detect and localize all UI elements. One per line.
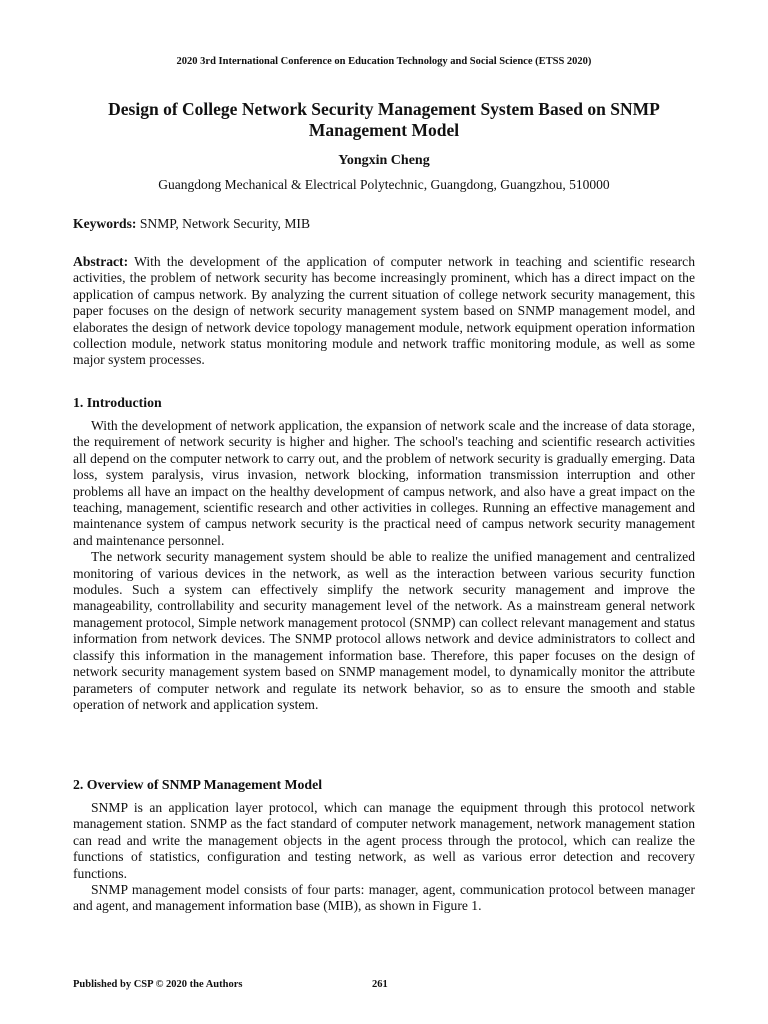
abstract-block (73, 254, 695, 369)
paragraph: With the development of network application, the expansion of network scale and the increase of data storage, the requirement of network security is higher and higher. The school's teaching and scientific research activities all depend on the computer network to carry out, and the problem of network security is gradually emerging. Data loss, system paralysis, virus invasion, network blocking, information transmission interruption and other problems all have an impact on the healthy development of campus network, and also have a great impact on the teaching, management, scientific research and other activities in colleges. Running an effective management and maintenance system of campus network security is the practical need of campus network security management and maintenance personnel. (73, 418, 695, 548)
keywords-label: Keywords: (73, 216, 137, 231)
abstract-label: Abstract: (73, 254, 129, 269)
keywords-text: SNMP, Network Security, MIB (136, 216, 311, 231)
publisher-footer: Published by CSP © 2020 the Authors (73, 979, 243, 990)
conference-header: 2020 3rd International Conference on Education Technology and Social Science (ETSS 2020) (176, 56, 592, 67)
paragraph: SNMP management model consists of four parts: manager, agent, communication protocol between manager and agent, and management information base (MIB), as shown in Figure 1. (73, 882, 695, 914)
author-name: Yongxin Cheng (338, 153, 430, 168)
section-body-snmp-overview (73, 800, 695, 915)
page-number: 261 (372, 979, 388, 990)
paragraph: SNMP is an application layer protocol, which can manage the equipment through this protocol network management station. SNMP as the fact standard of computer network management, network management station can read and write the management objects in the agent process through the protocol, which can realize the functions of statistics, configuration and testing network, as well as various error detection and recovery functions. (73, 800, 695, 881)
abstract-text: With the development of the application of computer network in teaching and scientific research activities, the problem of network security has become increasingly prominent, which has a direct impact on the application of campus network. By analyzing the current situation of college network security management, this paper focuses on the design of network security management system based on SNMP management model, and elaborates the design of network device topology management module, network equipment operation information collection module, network status monitoring module and network traffic monitoring module, as well as some major system processes. (73, 254, 695, 368)
section-body-introduction (73, 418, 695, 713)
section-heading-introduction: 1. Introduction (73, 395, 162, 410)
section-heading-snmp-overview: 2. Overview of SNMP Management Model (73, 777, 323, 792)
author-affiliation: Guangdong Mechanical & Electrical Polytechnic, Guangdong, Guangzhou, 510000 (158, 177, 610, 192)
paper-title: Design of College Network Security Management System Based on SNMP Management Model (108, 99, 660, 140)
paragraph: The network security management system should be able to realize the unified management and centralized monitoring of various devices in the network, as well as the interaction between various security function modules. Such a system can effectively simplify the network security management and improve the manageability, controllability and security management level of the network. As a mainstream general network management protocol, Simple network management protocol (SNMP) can collect relevant management and status information from network devices. The SNMP protocol allows network and device administrators to collect and classify this information in the management information base. Therefore, this paper focuses on the design of network security management system based on SNMP management model, to dynamically monitor the attribute parameters of computer network and regulate its network behavior, so as to ensure the smooth and stable operation of network and application system. (73, 549, 695, 712)
keywords-block (73, 216, 695, 232)
